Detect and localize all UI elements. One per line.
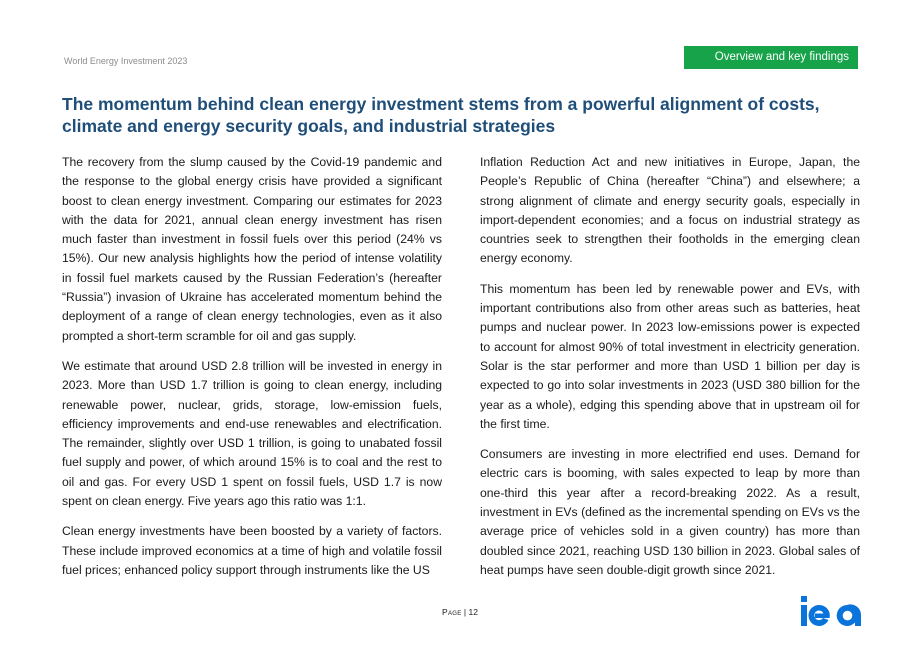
left-column [62, 153, 442, 591]
paragraph: Consumers are investing in more electrified end uses. Demand for electric cars is booming, with sales expected to leap by more than one-third this year after a record-breaking 2022. As a result, investment in EVs (defined as the incremental spending on EVs vs the average price of vehicles sold in a given country) has more than doubled since 2021, reaching USD 130 billion in 2023. Global sales of heat pumps have seen double-digit growth since 2021. [480, 447, 860, 577]
iea-logo [800, 596, 862, 626]
paragraph: We estimate that around USD 2.8 trillion will be invested in energy in 2023. More than USD 1.7 trillion is going to clean energy, including renewable power, nuclear, grids, storage, low-emission fuels, efficiency improvements and end-use renewables and electrification. The remainder, slightly over USD 1 trillion, is going to unabated fossil fuel supply and power, of which around 15% is to coal and the rest to oil and gas. For every USD 1 spent on fossil fuels, USD 1.7 is now spent on clean energy. Five years ago this ratio was 1:1. [62, 358, 442, 509]
page-label: Page [442, 607, 462, 617]
page-footer [0, 607, 920, 617]
right-column [480, 153, 860, 591]
paragraph: Inflation Reduction Act and new initiatives in Europe, Japan, the People’s Republic of China (hereafter “China”) and elsewhere; a strong alignment of climate and energy security goals, especially in import-dependent economies; and a focus on industrial strategy as countries seek to strengthen their footholds in the emerging clean energy economy. [480, 155, 860, 266]
paragraph: This momentum has been led by renewable power and EVs, with important contributions also from other areas such as batteries, heat pumps and nuclear power. In 2023 low-emissions power is expected to account for almost 90% of total investment in electricity generation. Solar is the star performer and more than USD 1 billion per day is expected to go into solar investments in 2023 (USD 380 billion for the year as a whole), edging this spending above that in upstream oil for the first time. [480, 281, 860, 431]
section-label: Overview and key findings [684, 46, 858, 69]
page-title: The momentum behind clean energy investment stems from a powerful alignment of costs, climate and energy security goals, and industrial strategies [62, 94, 820, 136]
report-title: World Energy Investment 2023 [64, 56, 188, 66]
paragraph: The recovery from the slump caused by the Covid-19 pandemic and the response to the global energy crisis have provided a significant boost to clean energy investment. Comparing our estimates for 2023 with the data for 2021, annual clean energy investment has risen much faster than investment in fossil fuels over this period (24% vs 15%). Our new analysis highlights how the period of intense volatility in fossil fuel markets caused by the Russian Federation’s (hereafter “Russia”) invasion of Ukraine has accelerated momentum behind the deployment of a range of clean energy technologies, even as it also prompted a short-term scramble for oil and gas supply. [62, 155, 442, 343]
paragraph: Clean energy investments have been boosted by a variety of factors. These include improved economics at a time of high and volatile fossil fuel prices; enhanced policy support through instruments like the US [62, 524, 442, 577]
page-separator: | [461, 607, 469, 617]
page-number: 12 [468, 607, 478, 617]
